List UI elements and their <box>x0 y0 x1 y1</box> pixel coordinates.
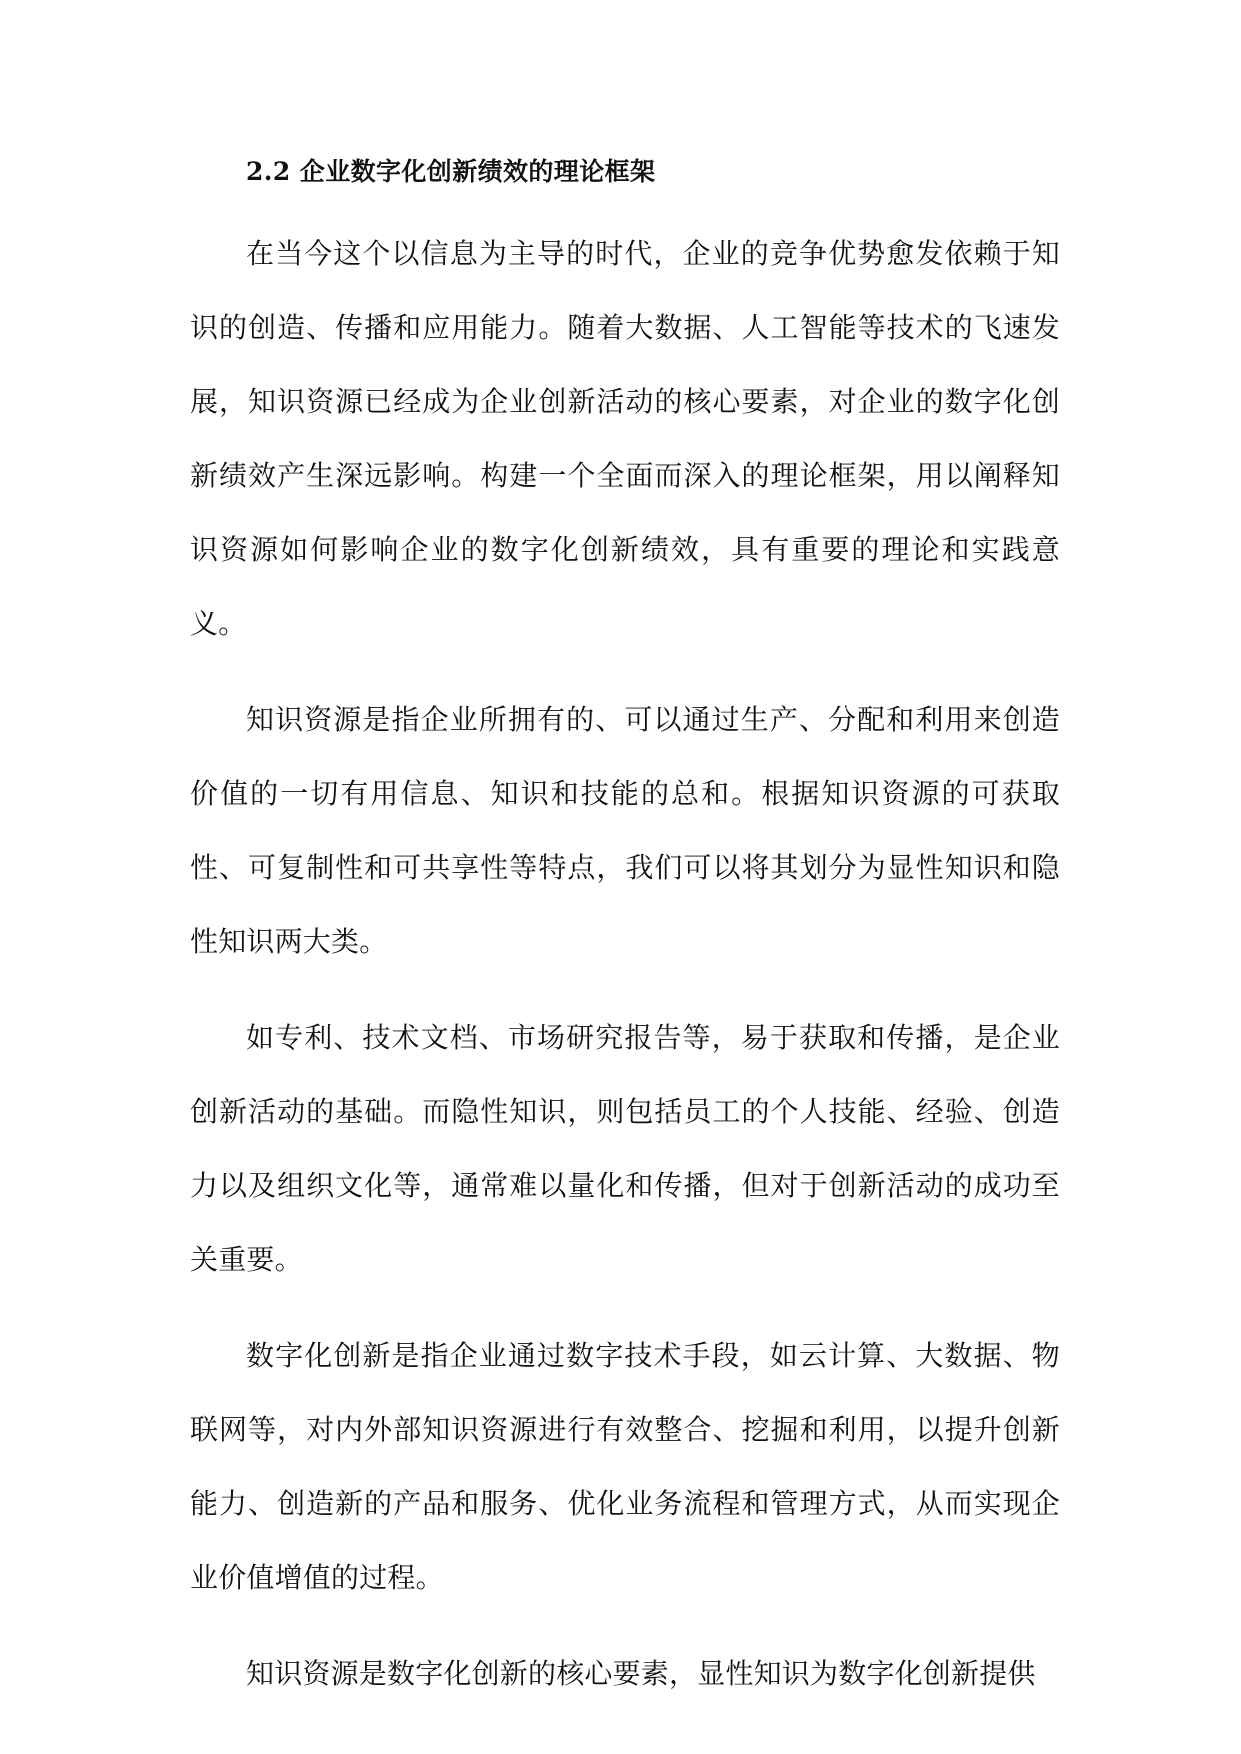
paragraph-1: 在当今这个以信息为主导的时代，企业的竞争优势愈发依赖于知识的创造、传播和应用能力。随着大数据、人工智能等技术的飞速发展，知识资源已经成为企业创新活动的核心要素，对企业的数字化创新绩效产生深远影响。构建一个全面而深入的理论框架，用以阐释知识资源如何影响企业的数字化创新绩效，具有重要的理论和实践意义。 <box>190 237 1060 640</box>
paragraph-3: 如专利、技术文档、市场研究报告等，易于获取和传播，是企业创新活动的基础。而隐性知识，则包括员工的个人技能、经验、创造力以及组织文化等，通常难以量化和传播，但对于创新活动的成功至关重要。 <box>190 1021 1060 1276</box>
section-heading: 2.2 企业数字化创新绩效的理论框架 <box>246 157 656 186</box>
document-body <box>190 146 1060 1733</box>
paragraph-5: 知识资源是数字化创新的核心要素，显性知识为数字化创新提供 <box>246 1657 1036 1690</box>
paragraph-2: 知识资源是指企业所拥有的、可以通过生产、分配和利用来创造价值的一切有用信息、知识和技能的总和。根据知识资源的可获取性、可复制性和可共享性等特点，我们可以将其划分为显性知识和隐性知识两大类。 <box>190 703 1060 958</box>
paragraph-4: 数字化创新是指企业通过数字技术手段，如云计算、大数据、物联网等，对内外部知识资源进行有效整合、挖掘和利用，以提升创新能力、创造新的产品和服务、优化业务流程和管理方式，从而实现企业价值增值的过程。 <box>190 1339 1060 1594</box>
